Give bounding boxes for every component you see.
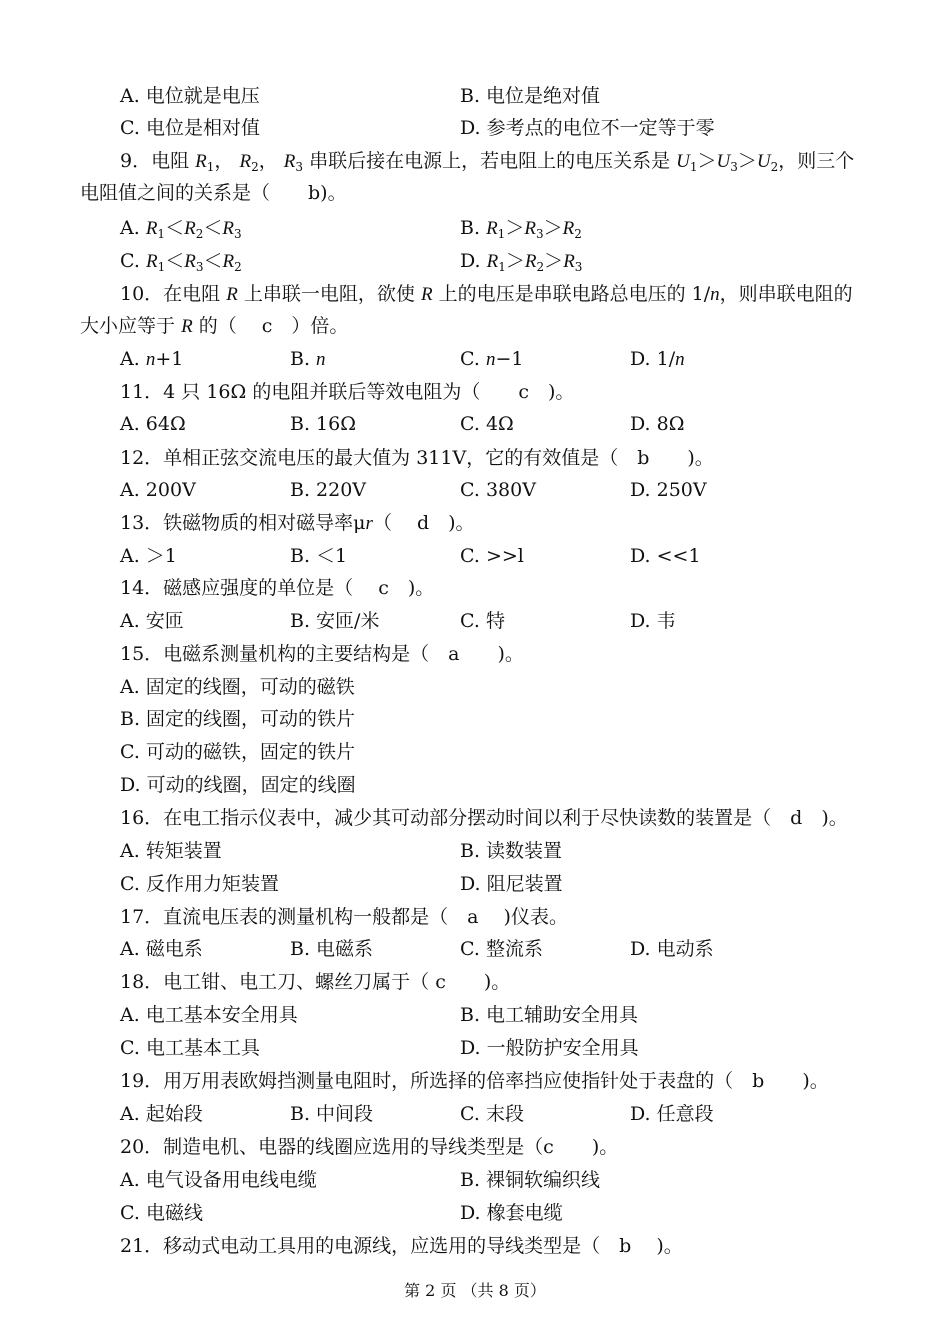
option-d: D. 阻尼装置 [460, 873, 563, 895]
option-c: C. 电位是相对值 [120, 117, 260, 139]
question-19-options [0, 1099, 950, 1129]
option-a: A. 电位就是电压 [120, 85, 260, 107]
page-footer: 第 2 页 （共 8 页） [404, 1281, 546, 1300]
question-10-options [0, 344, 950, 374]
option-c: C. 整流系 [460, 938, 543, 960]
question-18-options-row-1 [0, 1000, 950, 1030]
question-16-stem: 16．在电工指示仪表中，减少其可动部分摆动时间以利于尽快读数的装置是（ d )。 [120, 807, 848, 829]
option-b: B. 裸铜软编织线 [460, 1169, 601, 1191]
option-a: A. 安匝 [120, 610, 184, 632]
option-c: C. 反作用力矩装置 [120, 873, 279, 895]
option-d: D. 电动系 [630, 938, 714, 960]
question-9-options-row-1 [0, 213, 950, 243]
question-14-options [0, 606, 950, 636]
option-b: B. 安匝/米 [290, 610, 380, 632]
option-d: D. 韦 [630, 610, 676, 632]
option-d: D. 参考点的电位不一定等于零 [460, 117, 715, 139]
option-b: B. 读数装置 [460, 840, 563, 862]
question-19-stem: 19．用万用表欧姆挡测量电阻时，所选择的倍率挡应使指针处于表盘的（ b )。 [120, 1070, 829, 1092]
option-b: B. 220V [290, 479, 367, 501]
question-10-stem-line-2: 大小应等于 R 的（ c ）倍。 [80, 315, 349, 337]
question-18-stem: 18．电工钳、电工刀、螺丝刀属于（ c )。 [120, 971, 511, 993]
question-11-stem: 11．4 只 16Ω 的电阻并联后等效电阻为（ c )。 [120, 381, 575, 403]
option-d: D. 橡套电缆 [460, 1202, 563, 1224]
option-c: C. n−1 [460, 348, 524, 370]
option-b: B. 电工辅助安全用具 [460, 1004, 639, 1026]
option-d: D. 250V [630, 479, 707, 501]
question-20-options-row-2 [0, 1198, 950, 1228]
question-9-stem-line-2: 电阻值之间的关系是（ b)。 [80, 182, 347, 204]
question-9-options-row-2 [0, 246, 950, 276]
question-17-options [0, 934, 950, 964]
question-16-options-row-2 [0, 869, 950, 899]
option-a: A. ＞1 [120, 545, 177, 567]
option-b: B. n [290, 348, 326, 370]
question-12-stem: 12．单相正弦交流电压的最大值为 311V，它的有效值是（ b )。 [120, 447, 714, 469]
option-c: C. 380V [460, 479, 536, 501]
option-a: A. 电气设备用电线电缆 [120, 1169, 317, 1191]
question-12-options [0, 475, 950, 505]
question-20-options-row-1 [0, 1165, 950, 1195]
option-d: D. 一般防护安全用具 [460, 1037, 639, 1059]
question-15-option-c: C. 可动的磁铁，固定的铁片 [120, 741, 355, 763]
question-18-options-row-2 [0, 1033, 950, 1063]
option-b: B. 中间段 [290, 1103, 374, 1125]
question-8-options-row-1 [0, 81, 950, 111]
option-b: B. ＜1 [290, 545, 348, 567]
question-16-options-row-1 [0, 836, 950, 866]
question-10-stem: 10．在电阻 R 上串联一电阻，欲使 R 上的电压是串联电路总电压的 1/n，则串联电阻的 [120, 283, 853, 305]
option-a: A. 电工基本安全用具 [120, 1004, 298, 1026]
question-13-options [0, 541, 950, 571]
question-15-option-b: B. 固定的线圈，可动的铁片 [120, 708, 356, 730]
question-11-options [0, 409, 950, 439]
question-21-stem: 21．移动式电动工具用的电源线，应选用的导线类型是（ b )。 [120, 1235, 683, 1257]
option-c: C. 电磁线 [120, 1202, 203, 1224]
option-c: C. >>l [460, 545, 524, 567]
option-b: B. 电位是绝对值 [460, 85, 601, 107]
option-a: A. n+1 [120, 348, 184, 370]
option-c: C. 4Ω [460, 413, 514, 435]
option-a: A. 200V [120, 479, 196, 501]
option-b: B. 16Ω [290, 413, 356, 435]
option-d: D. 任意段 [630, 1103, 714, 1125]
question-15-option-d: D. 可动的线圈，固定的线圈 [120, 774, 356, 796]
option-b: B. 电磁系 [290, 938, 374, 960]
option-a: A. $R_1<R_2<R_3$ [120, 217, 242, 241]
question-14-stem: 14．磁感应强度的单位是（ c )。 [120, 577, 435, 599]
option-a: A. 磁电系 [120, 938, 203, 960]
option-d: D. <<1 [630, 545, 701, 567]
question-10-text: 10．在电阻 [120, 283, 221, 305]
question-8-options-row-2 [0, 113, 950, 143]
question-15-stem: 15．电磁系测量机构的主要结构是（ a )。 [120, 643, 524, 665]
question-17-stem: 17．直流电压表的测量机构一般都是（ a )仪表。 [120, 906, 568, 928]
option-d: D. 1/n [630, 348, 685, 370]
option-d: D. 8Ω [630, 413, 685, 435]
option-d: D. $R_1>R_2>R_3$ [460, 250, 583, 274]
option-a: A. 转矩装置 [120, 840, 222, 862]
option-c: C. 末段 [460, 1103, 524, 1125]
option-a: A. 起始段 [120, 1103, 203, 1125]
option-c: C. $R_1<R_3<R_2$ [120, 250, 242, 274]
option-c: C. 电工基本工具 [120, 1037, 260, 1059]
question-15-option-a: A. 固定的线圈，可动的磁铁 [120, 676, 355, 698]
option-c: C. 特 [460, 610, 505, 632]
option-a: A. 64Ω [120, 413, 186, 435]
question-9-text: 9．电阻 [120, 150, 190, 172]
option-b: B. $R_1>R_3>R_2$ [460, 217, 582, 241]
question-13-stem: 13．铁磁物质的相对磁导率μr（ d )。 [120, 512, 475, 534]
question-20-stem: 20．制造电机、电器的线圈应选用的导线类型是（c )。 [120, 1136, 619, 1158]
question-9-stem: 9．电阻 $R_1$， $R_2$， $R_3$ 串联后接在电源上，若电阻上的电压关系是 $U_1>U_3>U_2$，则三个 [120, 150, 855, 174]
